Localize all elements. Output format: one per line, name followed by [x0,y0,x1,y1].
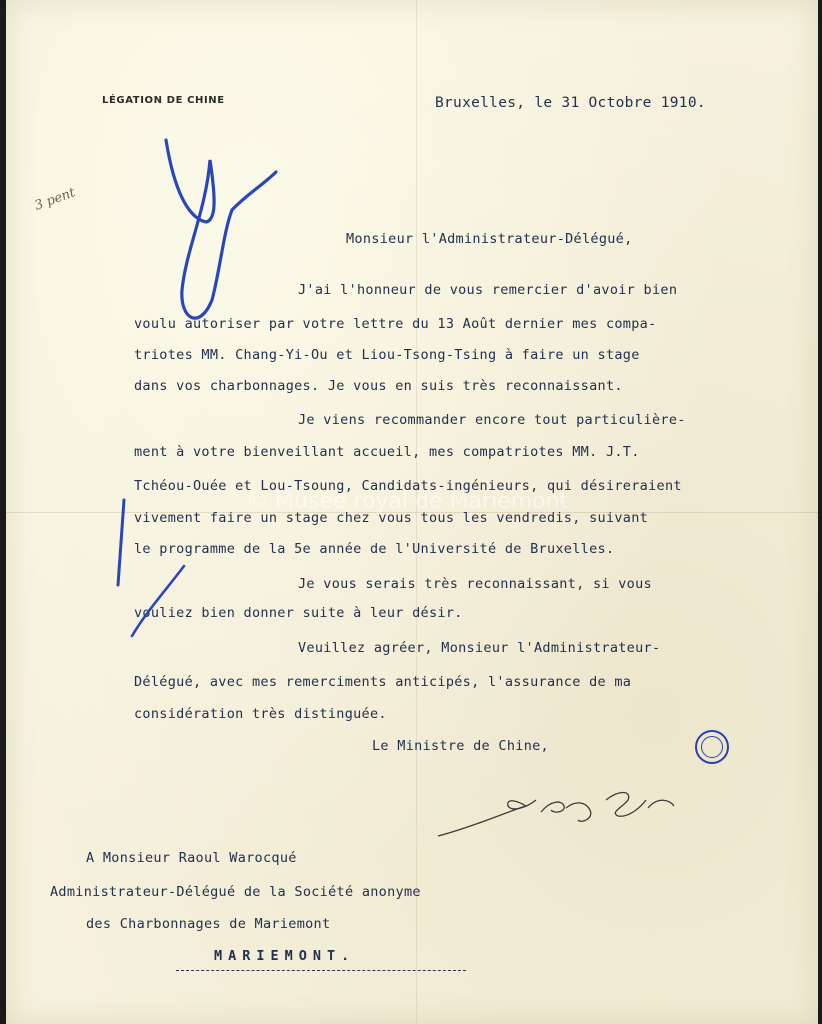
destination: MARIEMONT. [214,948,356,964]
body-line: vivement faire un stage chez vous tous les vendredis, suivant [134,510,649,526]
body-line: dans vos charbonnages. Je vous en suis très reconnaissant. [134,378,623,394]
salutation: Monsieur l'Administrateur-Délégué, [346,231,633,247]
body-line: Tchéou-Ouée et Lou-Tsoung, Candidats-ingénieurs, qui désireraient [134,478,682,494]
seal-stamp-ring [701,736,723,758]
address-line: Administrateur-Délégué de la Société anonyme [50,884,421,900]
body-line: Je viens recommander encore tout particulière- [298,412,686,428]
seal-stamp [695,730,729,764]
blue-pencil-mark [166,140,276,318]
signature-scrawl [438,793,674,837]
body-line: considération très distinguée. [134,706,387,722]
destination-underline [176,970,466,971]
closing: Le Ministre de Chine, [372,738,549,754]
address-line: des Charbonnages de Mariemont [86,916,331,932]
letterhead: LÉGATION DE CHINE [102,95,225,106]
body-line: Veuillez agréer, Monsieur l'Administrateur- [298,640,661,656]
address-line: A Monsieur Raoul Warocqué [86,850,297,866]
body-line: le programme de la 5e année de l'Université de Bruxelles. [134,541,615,557]
body-line: voulu autoriser par votre lettre du 13 Août dernier mes compa- [134,316,657,332]
date-line: Bruxelles, le 31 Octobre 1910. [435,95,706,111]
body-line: triotes MM. Chang-Yi-Ou et Liou-Tsong-Tsing à faire un stage [134,347,640,363]
body-line: Délégué, avec mes remerciments anticipés, l'assurance de ma [134,674,632,690]
body-line: J'ai l'honneur de vous remercier d'avoir bien [298,282,678,298]
blue-pencil-slash [132,566,184,636]
watermark: © Musée royal de Mariemont [246,489,569,514]
body-line: vouliez bien donner suite à leur désir. [134,605,463,621]
pencil-note: 3 pent [32,185,78,214]
body-line: ment à votre bienveillant accueil, mes compatriotes MM. J.T. [134,444,640,460]
body-line: Je vous serais très reconnaissant, si vous [298,576,652,592]
letter-page [6,0,818,1024]
